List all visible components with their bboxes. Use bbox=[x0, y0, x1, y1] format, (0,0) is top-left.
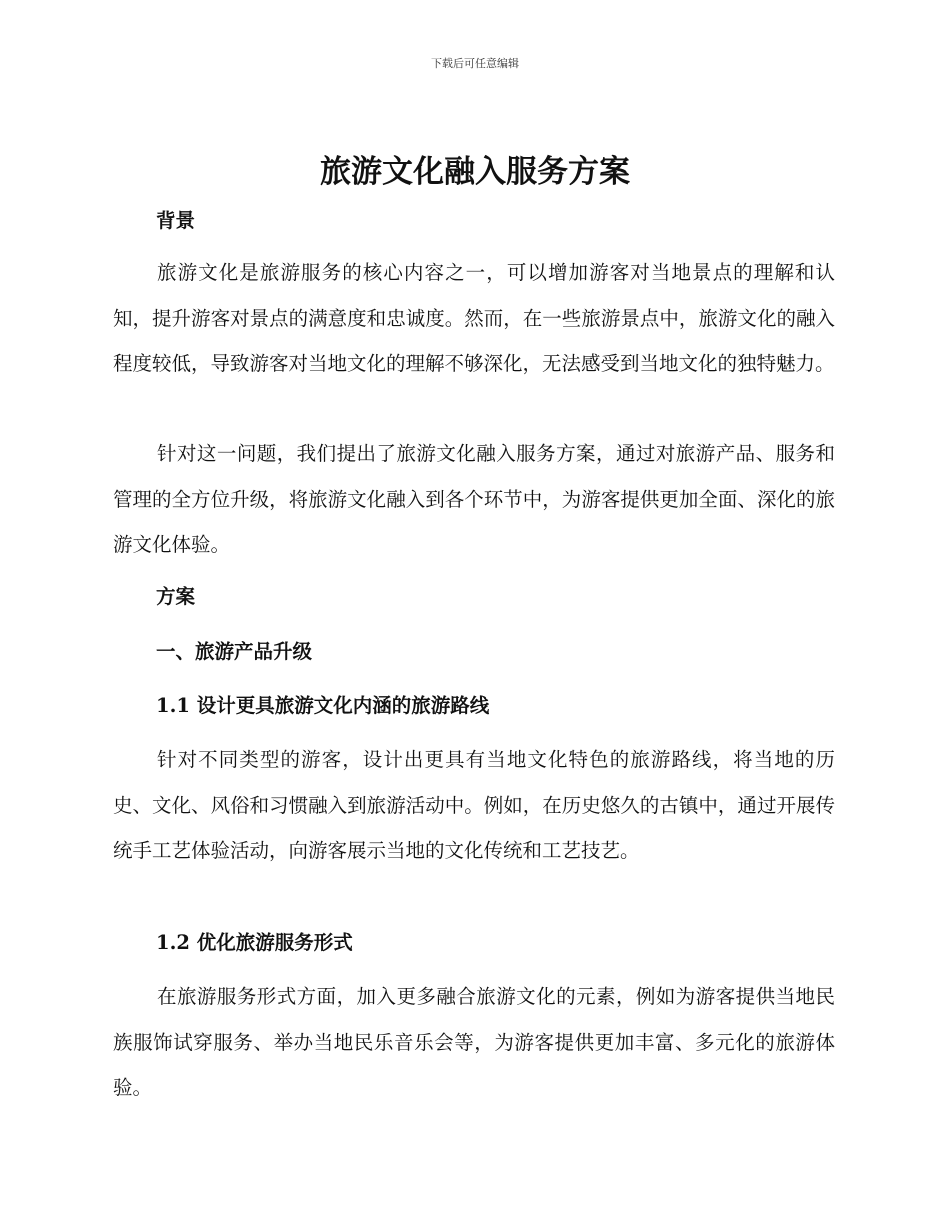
paragraph-section-1-2: 在旅游服务形式方面，加入更多融合旅游文化的元素，例如为游客提供当地民族服饰试穿服务、举办当地民乐音乐会等，为游客提供更加丰富、多元化的旅游体验。 bbox=[113, 985, 835, 1099]
heading-background: 背景 bbox=[156, 209, 196, 232]
document-title: 旅游文化融入服务方案 bbox=[320, 154, 630, 190]
heading-section-1-2: 1.2 优化旅游服务形式 bbox=[156, 931, 353, 954]
paragraph-section-1-1: 针对不同类型的游客，设计出更具有当地文化特色的旅游路线，将当地的历史、文化、风俗和习惯融入到旅游活动中。例如，在历史悠久的古镇中，通过开展传统手工艺体验活动，向游客展示当地的文化传统和工艺技艺。 bbox=[113, 748, 835, 862]
page-header-note: 下载后可任意编辑 bbox=[431, 57, 519, 70]
heading-section-1-1: 1.1 设计更具旅游文化内涵的旅游路线 bbox=[156, 694, 490, 717]
paragraph-background-1: 旅游文化是旅游服务的核心内容之一，可以增加游客对当地景点的理解和认知，提升游客对景点的满意度和忠诚度。然而，在一些旅游景点中，旅游文化的融入程度较低，导致游客对当地文化的理解不够深化，无法感受到当地文化的独特魅力。 bbox=[113, 261, 835, 375]
heading-part-1: 一、旅游产品升级 bbox=[156, 640, 313, 663]
heading-plan: 方案 bbox=[156, 585, 196, 608]
paragraph-background-2: 针对这一问题，我们提出了旅游文化融入服务方案，通过对旅游产品、服务和管理的全方位升级，将旅游文化融入到各个环节中，为游客提供更加全面、深化的旅游文化体验。 bbox=[113, 442, 835, 556]
